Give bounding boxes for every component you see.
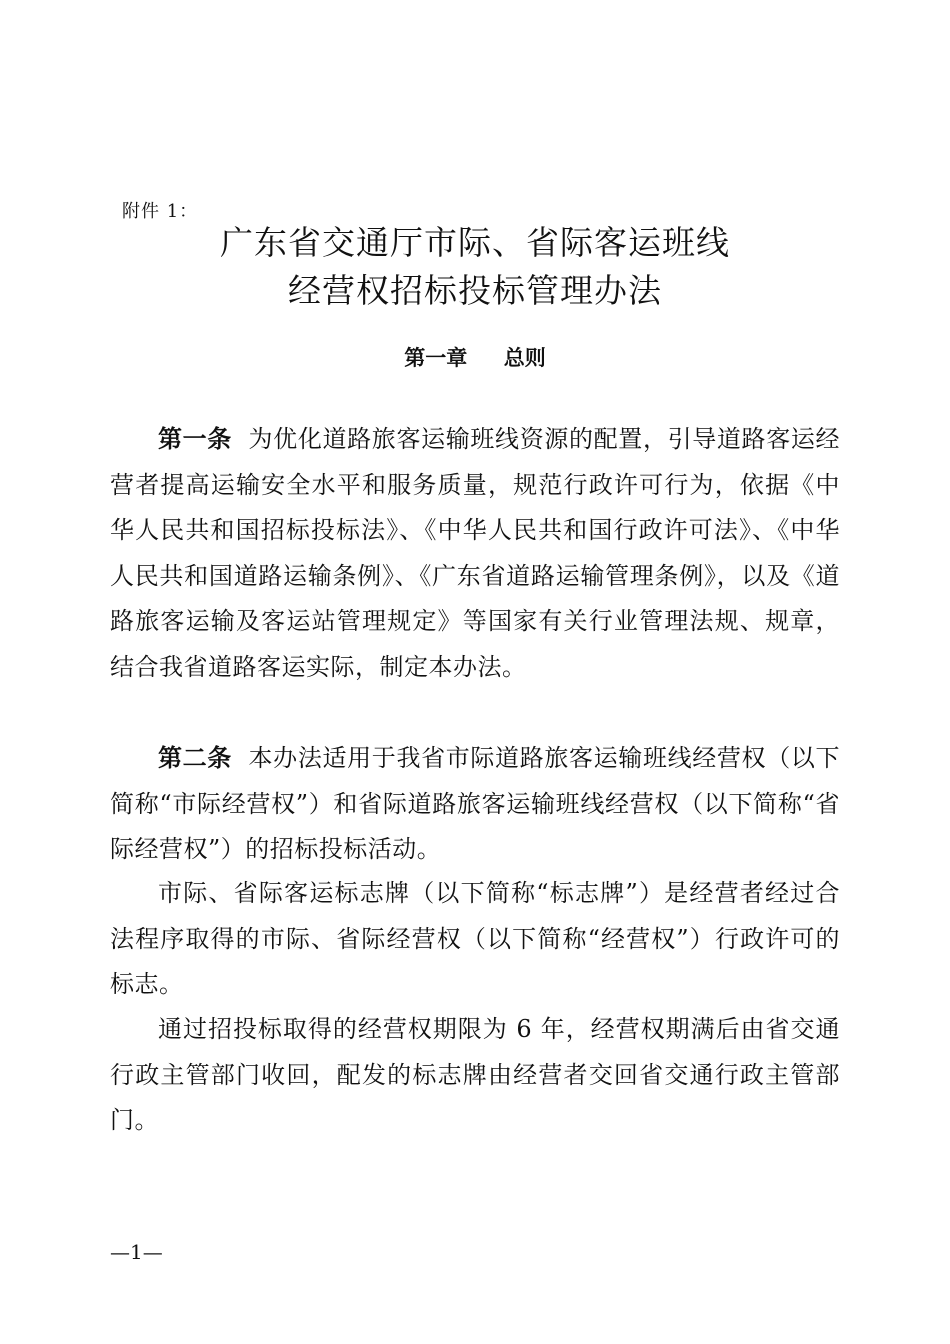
- attachment-label: 附件 1：: [122, 201, 199, 222]
- article-2-text: 本办法适用于我省市际道路旅客运输班线经营权（以下简称“市际经营权”）和省际道路旅客运输班线经营权（以下简称“省际经营权”）的招标投标活动。: [110, 744, 841, 864]
- chapter-heading: 第一章 总则: [404, 345, 546, 370]
- article-2-paragraph: [110, 735, 840, 873]
- article-1-paragraph: [110, 416, 840, 691]
- page-number: —1—: [110, 1240, 163, 1264]
- article-2-label: 第二条: [158, 743, 232, 772]
- body-paragraph: 市际、省际客运标志牌（以下简称“标志牌”）是经营者经过合法程序取得的市际、省际经营权（以下简称“经营权”）行政许可的标志。: [110, 879, 840, 999]
- article-1-text: 为优化道路旅客运输班线资源的配置，引导道路客运经营者提高运输安全水平和服务质量，规范行政许可行为，依据《中华人民共和国招标投标法》、《中华人民共和国行政许可法》、《中华人民共和国道路运输条例》、《广东省道路运输管理条例》，以及《道路旅客运输及客运站管理规定》等国家有关行业管理法规、规章，结合我省道路客运实际，制定本办法。: [110, 425, 841, 681]
- body-paragraph: 通过招投标取得的经营权期限为 6 年，经营权期满后由省交通行政主管部门收回，配发的标志牌由经营者交回省交通行政主管部门。: [110, 1015, 840, 1135]
- document-title-line-2: 经营权招标投标管理办法: [288, 271, 662, 310]
- article-1-label: 第一条: [158, 424, 232, 453]
- document-title-line-1: 广东省交通厅市际、省际客运班线: [220, 223, 730, 262]
